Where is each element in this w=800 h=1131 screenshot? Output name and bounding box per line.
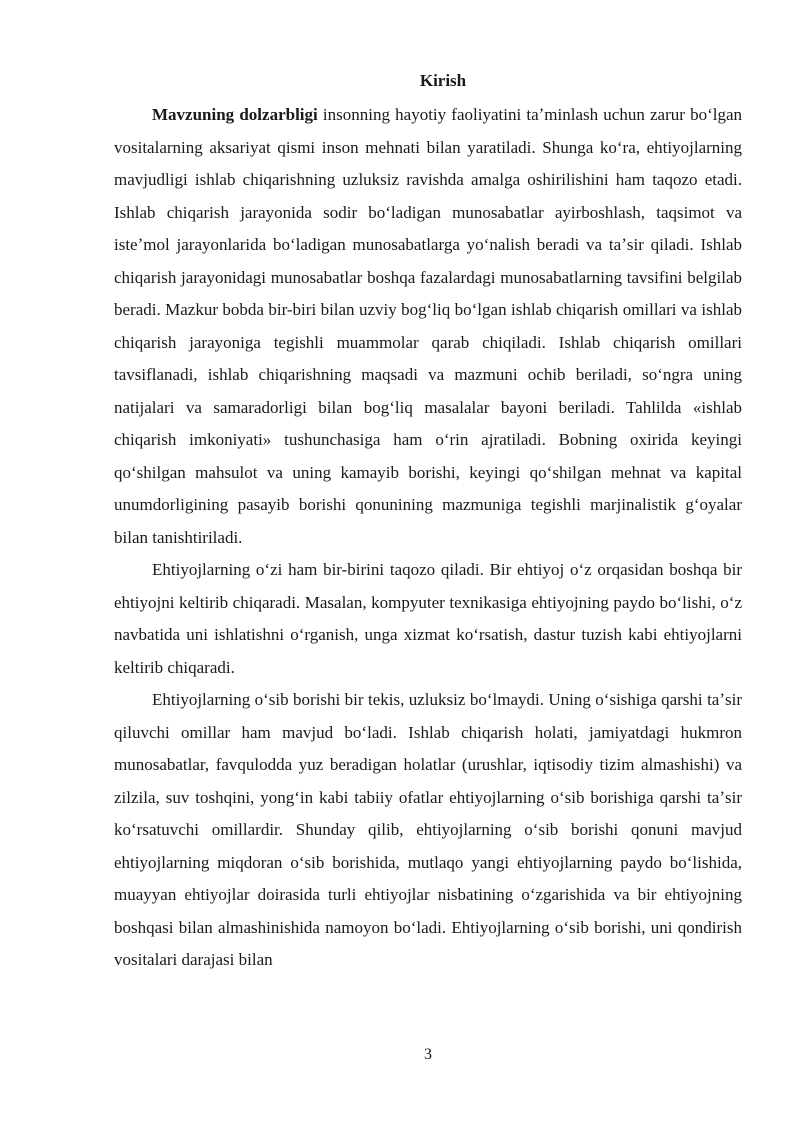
- paragraph-text: Ehtiyojlarning oʻsib borishi bir tekis, uzluksiz boʻlmaydi. Uning oʻsishiga qarshi taʼsir qiluvchi omillar ham mavjud boʻladi. Ishlab chiqarish holati, jamiyatdagi hukmron munosabatlar, favqulodda yuz beradigan holatlar (urushlar, iqtisodiy tizim almashishi) va zilzila, suv toshqini, yongʻin kabi tabiiy ofatlar ehtiyojlarning oʻsib borishiga qarshi taʼsir koʻrsatuvchi omillardir. Shunday qilib, ehtiyojlarning oʻsib borishi qonuni mavjud ehtiyojlarning miqdoran oʻsib borishida, mutlaqo yangi ehtiyojlarning paydo boʻlishida, muayyan ehtiyojlar doirasida turli ehtiyojlar nisbatining oʻzgarishida va bir ehtiyojning boshqasi bilan almashinishida namoyon boʻladi. Ehtiyojlarning oʻsib borishi, uni qondirish vositalari darajasi bilan: [114, 690, 742, 969]
- paragraph-needs: [114, 554, 742, 684]
- body-text: [114, 99, 742, 977]
- paragraph-relevance: [114, 99, 742, 554]
- paragraph-lead: Mavzuning dolzarbligi: [152, 105, 318, 124]
- paragraph-text: Ehtiyojlarning oʻzi ham bir-birini taqozo qiladi. Bir ehtiyoj oʻz orqasidan boshqa bir ehtiyojni keltirib chiqaradi. Masalan, kompyuter texnikasiga ehtiyojning paydo boʻlishi, oʻz navbatida uni ishlatishni oʻrganish, unga xizmat koʻrsatish, dastur tuzish kabi ehtiyojlarni keltirib chiqaradi.: [114, 560, 742, 677]
- section-heading: Kirish: [419, 71, 467, 90]
- paragraph-text: insonning hayotiy faoliyatini taʼminlash uchun zarur boʻlgan vositalarning aksariyat qismi inson mehnati bilan yaratiladi. Shunga koʻra, ehtiyojlarning mavjudligi ishlab chiqarishning uzluksiz ravishda amalga oshirilishini ham taqozo etadi. Ishlab chiqarish jarayonida sodir boʻladigan munosabatlar ayirboshlash, taqsimot va isteʼmol jarayonlarida boʻladigan munosabatlarga yoʻnalish beradi va taʼsir qiladi. Ishlab chiqarish jarayonidagi munosabatlar boshqa fazalardagi munosabatlarning tavsifini belgilab beradi. Mazkur bobda bir-biri bilan uzviy bogʻliq boʻlgan ishlab chiqarish omillari va ishlab chiqarish jarayoniga tegishli muammolar qarab chiqiladi. Ishlab chiqarish omillari tavsiflanadi, ishlab chiqarishning maqsadi va mazmuni ochib beriladi, soʻngra uning natijalari va samaradorligi bilan bogʻliq masalalar bayoni beriladi. Tahlilda «ishlab chiqarish imkoniyati» tushunchasiga ham oʻrin ajratiladi. Bobning oxirida keyingi qoʻshilgan mahsulot va uning kamayib borishi, keyingi qoʻshilgan mehnat va kapital unumdorligining pasayib borishi qonunining mazmuniga tegishli marjinalistik gʻoyalar bilan tanishtiriladi.: [114, 105, 742, 547]
- paragraph-growth: [114, 684, 742, 977]
- page-number: 3: [424, 1046, 432, 1063]
